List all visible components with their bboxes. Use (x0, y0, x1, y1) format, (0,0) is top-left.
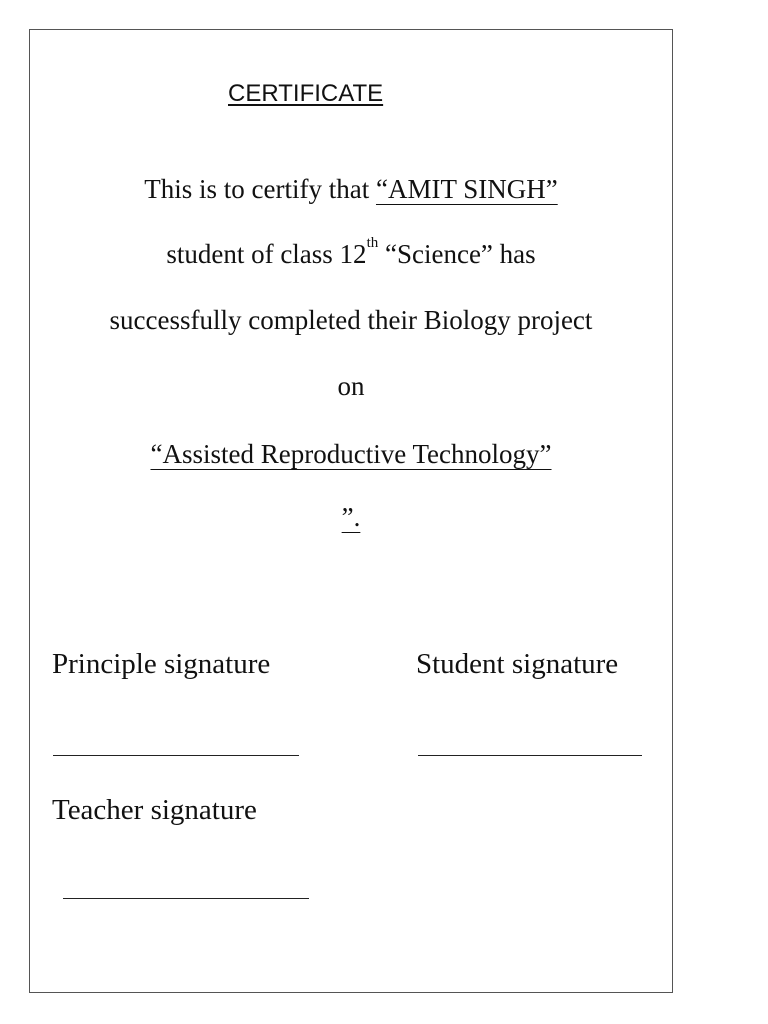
certify-line (29, 174, 673, 205)
student-signature-line (418, 755, 642, 756)
principal-signature-label: Principle signature (52, 648, 271, 680)
class-suffix: “Science” has (378, 239, 536, 269)
student-name: “AMIT SINGH” (375, 174, 558, 204)
principal-signature-line (53, 755, 299, 756)
certify-prefix: This is to certify that (144, 174, 376, 204)
student-signature-label: Student signature (416, 648, 619, 680)
teacher-signature-line (63, 898, 309, 899)
project-title: “Assisted Reproductive Technology” (150, 439, 552, 469)
on-line: on (337, 371, 365, 401)
class-superscript: th (366, 235, 379, 251)
class-line (29, 235, 673, 270)
class-prefix: student of class 12 (166, 239, 367, 269)
teacher-signature-label: Teacher signature (52, 794, 257, 826)
trailing-mark: ”. (341, 502, 361, 532)
project-title-line (29, 439, 673, 470)
certificate-title: CERTIFICATE (228, 80, 384, 107)
trailing-mark-line (29, 502, 673, 533)
completion-line: successfully completed their Biology project (109, 305, 593, 335)
